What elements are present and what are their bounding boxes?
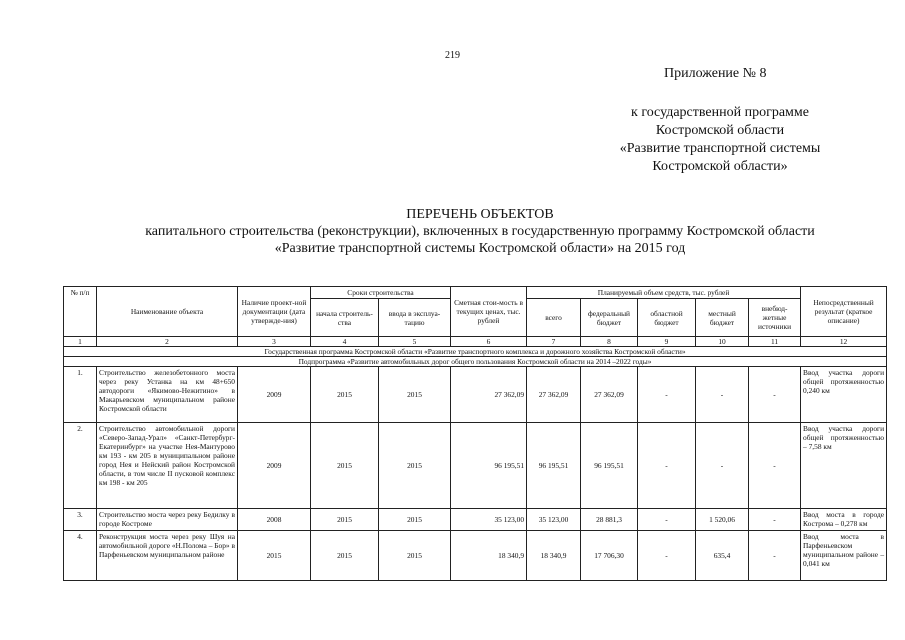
header-estimate: Сметная стои-мость в текущих ценах, тыс. рублей <box>451 287 527 337</box>
row-federal: 27 362,09 <box>581 367 638 423</box>
column-number: 11 <box>749 337 801 347</box>
header-docs: Наличие проект-ной документации (дата утвержде-ния) <box>238 287 311 337</box>
table-row <box>64 509 887 531</box>
row-total: 18 340,9 <box>527 531 581 581</box>
row-start: 2015 <box>311 367 379 423</box>
row-local: - <box>696 367 749 423</box>
subprogram-row <box>64 357 887 367</box>
appendix-line: Костромской области» <box>652 159 788 174</box>
row-total: 27 362,09 <box>527 367 581 423</box>
row-total: 96 195,51 <box>527 423 581 509</box>
row-name: Строительство моста через реку Бедилку в городе Костроме <box>97 509 238 531</box>
page-number: 219 <box>445 50 460 61</box>
row-estimate: 27 362,09 <box>451 367 527 423</box>
row-commission: 2015 <box>379 509 451 531</box>
row-result: Ввод участка дороги общей протяженностью – 7,58 км <box>801 423 887 509</box>
header-row <box>64 287 887 299</box>
row-start: 2015 <box>311 509 379 531</box>
subprogram-title: Подпрограмма «Развитие автомобильных дорог общего пользования Костромской области на 2014 –2022 годы» <box>64 357 887 367</box>
header-terms: Сроки строительства <box>311 287 451 299</box>
row-commission: 2015 <box>379 423 451 509</box>
column-number: 8 <box>581 337 638 347</box>
column-number-row <box>64 337 887 347</box>
row-estimate: 18 340,9 <box>451 531 527 581</box>
row-local: 635,4 <box>696 531 749 581</box>
appendix-subtitle <box>560 104 880 176</box>
row-regional: - <box>638 367 696 423</box>
row-estimate: 35 123,00 <box>451 509 527 531</box>
document-title <box>60 206 900 257</box>
title-line-2: капитального строительства (реконструкции), включенных в государственную программу Костромской области <box>145 224 815 239</box>
header-start: начала строитель-ства <box>311 299 379 337</box>
title-line-3: «Развитие транспортной системы Костромской области» на 2015 год <box>274 241 686 256</box>
appendix-label: Приложение № 8 <box>664 66 767 81</box>
row-federal: 96 195,51 <box>581 423 638 509</box>
row-local: - <box>696 423 749 509</box>
header-local: местный бюджет <box>696 299 749 337</box>
column-number: 7 <box>527 337 581 347</box>
row-docs: 2009 <box>238 423 311 509</box>
row-extra: - <box>749 531 801 581</box>
row-result: Ввод моста в Парфеньевском муниципальном районе – 0,041 км <box>801 531 887 581</box>
header-regional: областной бюджет <box>638 299 696 337</box>
row-commission: 2015 <box>379 531 451 581</box>
row-name: Строительство автомобильной дороги «Северо-Запад-Урал» «Санкт-Петербург-Екатеринбург» на участке Нея-Мантурово км 193 - км 205 в муниципальном районе город Нея и Нейский район Костромской области, в том числе II пусковой комплекс км 198 - км 205 <box>97 423 238 509</box>
row-commission: 2015 <box>379 367 451 423</box>
row-extra: - <box>749 423 801 509</box>
column-number: 2 <box>97 337 238 347</box>
column-number: 1 <box>64 337 97 347</box>
row-extra: - <box>749 367 801 423</box>
header-funds: Планируемый объем средств, тыс. рублей <box>527 287 801 299</box>
header-total: всего <box>527 299 581 337</box>
row-result: Ввод моста в городе Кострома – 0,278 км <box>801 509 887 531</box>
header-commission: ввода в эксплуа-тацию <box>379 299 451 337</box>
objects-table <box>63 286 887 581</box>
row-federal: 17 706,30 <box>581 531 638 581</box>
row-num: 2. <box>64 423 97 509</box>
row-start: 2015 <box>311 423 379 509</box>
appendix-line: «Развитие транспортной системы <box>619 141 821 156</box>
row-estimate: 96 195,51 <box>451 423 527 509</box>
row-num: 3. <box>64 509 97 531</box>
row-regional: - <box>638 423 696 509</box>
column-number: 3 <box>238 337 311 347</box>
row-name: Строительство железобетонного моста через реку Устанка на км 48+650 автодороги «Якимово-Нежитино» в Макарьевском муниципальном районе Костромской области <box>97 367 238 423</box>
row-local: 1 520,06 <box>696 509 749 531</box>
row-num: 4. <box>64 531 97 581</box>
table-row <box>64 531 887 581</box>
column-number: 10 <box>696 337 749 347</box>
column-number: 9 <box>638 337 696 347</box>
header-extra: внебюд-жетные источники <box>749 299 801 337</box>
row-docs: 2015 <box>238 531 311 581</box>
title-line-1: ПЕРЕЧЕНЬ ОБЪЕКТОВ <box>406 207 554 222</box>
program-row <box>64 347 887 357</box>
row-extra: - <box>749 509 801 531</box>
header-num: № п/п <box>64 287 97 337</box>
column-number: 12 <box>801 337 887 347</box>
row-result: Ввод участка дороги общей протяженностью 0,240 км <box>801 367 887 423</box>
row-regional: - <box>638 509 696 531</box>
column-number: 4 <box>311 337 379 347</box>
row-docs: 2009 <box>238 367 311 423</box>
row-federal: 28 881,3 <box>581 509 638 531</box>
row-regional: - <box>638 531 696 581</box>
row-total: 35 123,00 <box>527 509 581 531</box>
column-number: 5 <box>379 337 451 347</box>
header-federal: федеральный бюджет <box>581 299 638 337</box>
column-number: 6 <box>451 337 527 347</box>
header-name: Наименование объекта <box>97 287 238 337</box>
row-start: 2015 <box>311 531 379 581</box>
table-row <box>64 367 887 423</box>
program-title: Государственная программа Костромской области «Развитие транспортного комплекса и дорожного хозяйства Костромской области» <box>64 347 887 357</box>
table-row <box>64 423 887 509</box>
appendix-line: Костромской области <box>655 123 785 138</box>
header-result: Непосредственный результат (краткое описание) <box>801 287 887 337</box>
appendix-line: к государственной программе <box>631 105 809 120</box>
row-docs: 2008 <box>238 509 311 531</box>
row-num: 1. <box>64 367 97 423</box>
row-name: Реконструкция моста через реку Шуя на автомобильной дороге «Н.Полома – Бор» в Парфеньевском муниципальном районе <box>97 531 238 581</box>
